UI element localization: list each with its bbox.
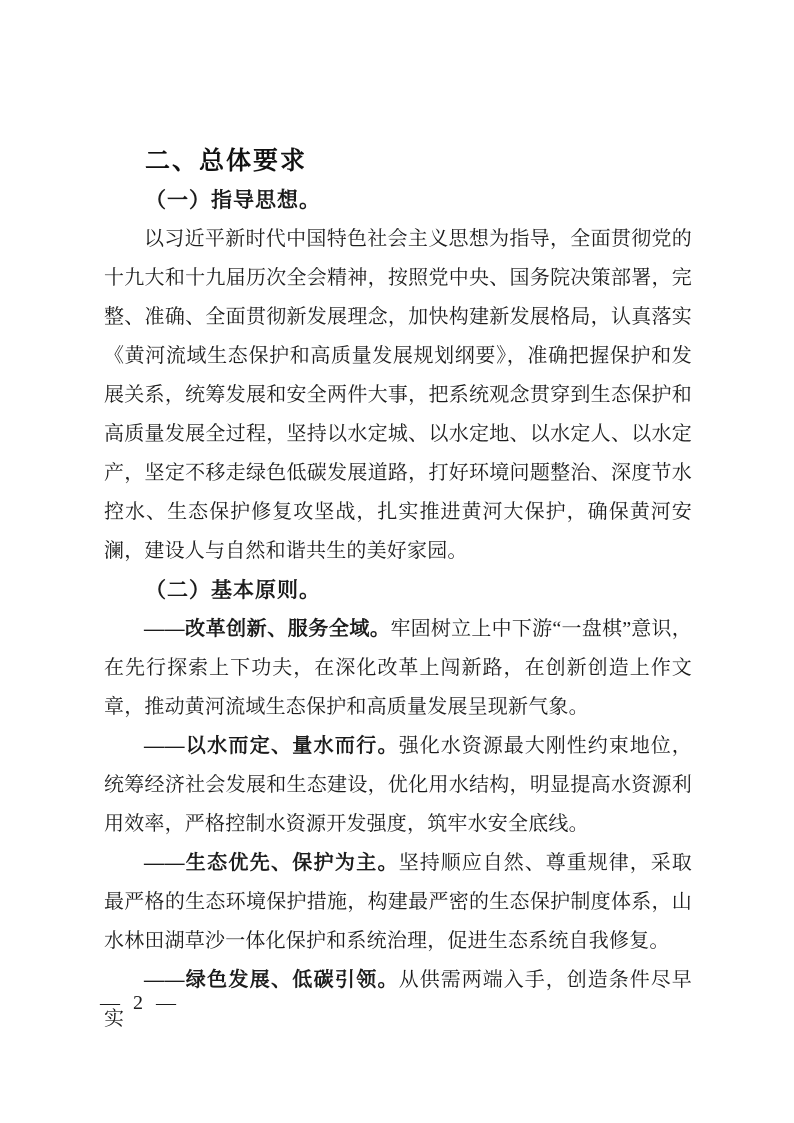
page-number: — 2 — (100, 992, 180, 1014)
principle-paragraph-green-development (104, 961, 692, 1039)
principle-paragraph-ecology-first (104, 844, 692, 961)
principle-lead-green-development: ——绿色发展、低碳引领。 (144, 969, 399, 991)
principle-text-green-development: 从供需两端入手，创造条件尽早实 (104, 969, 692, 1030)
document-body (104, 141, 692, 1039)
principle-lead-reform-innovation: ——改革创新、服务全域。 (144, 618, 391, 640)
guiding-ideology-paragraph: 以习近平新时代中国特色社会主义思想为指导，全面贯彻党的十九大和十九届历次全会精神，按照党中央、国务院决策部署，完整、准确、全面贯彻新发展理念，加快构建新发展格局，认真落实《黄河流域生态保护和高质量发展规划纲要》，准确把握保护和发展关系，统筹发展和安全两件大事，把系统观念贯穿到生态保护和高质量发展全过程，坚持以水定城、以水定地、以水定人、以水定产，坚定不移走绿色低碳发展道路，打好环境问题整治、深度节水控水、生态保护修复攻坚战，扎实推进黄河大保护，确保黄河安澜，建设人与自然和谐共生的美好家园。 (104, 228, 692, 562)
principle-text-ecology-first: 坚持顺应自然、尊重规律，采取最严格的生态环境保护措施，构建最严密的生态保护制度体系，山水林田湖草沙一体化保护和系统治理，促进生态系统自我修复。 (104, 852, 692, 952)
section-heading: 二、总体要求 (145, 147, 308, 175)
principle-paragraph-water-based (104, 727, 692, 844)
principle-text-water-based: 强化水资源最大刚性约束地位，统筹经济社会发展和生态建设，优化用水结构，明显提高水资源利用效率，严格控制水资源开发强度，筑牢水安全底线。 (104, 735, 692, 835)
principle-paragraph-reform-innovation (104, 610, 692, 727)
subsection-title-guiding-ideology: （一）指导思想。 (145, 188, 321, 212)
subsection-title-basic-principles: （二）基本原则。 (145, 578, 321, 602)
principle-lead-ecology-first: ——生态优先、保护为主。 (144, 852, 399, 874)
principle-text-reform-innovation: 牢固树立上中下游“一盘棋”意识，在先行探索上下功夫，在深化改革上闯新路，在创新创造上作文章，推动黄河流域生态保护和高质量发展呈现新气象。 (104, 618, 692, 718)
principle-lead-water-based: ——以水而定、量水而行。 (144, 735, 399, 757)
